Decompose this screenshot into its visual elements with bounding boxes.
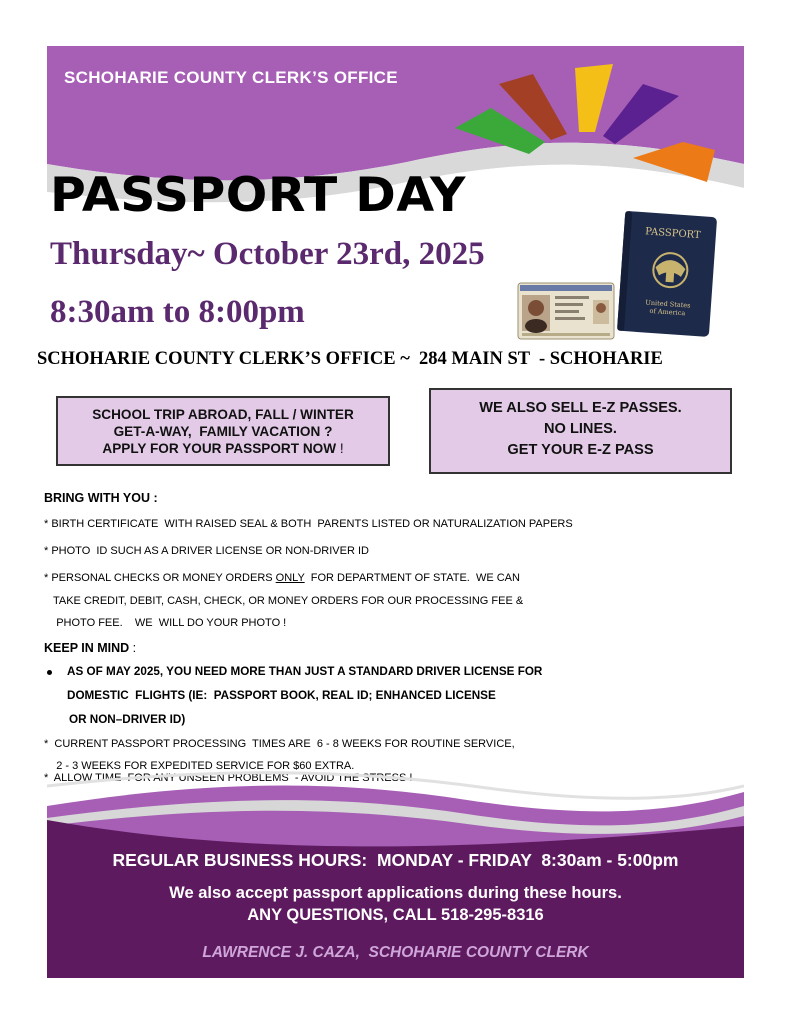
event-time: 8:30am to 8:00pm: [50, 294, 305, 330]
real-id-notice-line-2: DOMESTIC FLIGHTS (IE: PASSPORT BOOK, REAL ID; ENHANCED LICENSE: [67, 689, 496, 702]
svg-text:of America: of America: [649, 306, 686, 318]
real-id-notice-line-1: AS OF MAY 2025, YOU NEED MORE THAN JUST A STANDARD DRIVER LICENSE FOR: [67, 665, 543, 678]
keep-in-mind-colon: :: [129, 641, 137, 655]
payment-only-emphasis: ONLY: [275, 572, 305, 584]
bullet-icon: [47, 670, 52, 675]
bring-item-payment-line-3: PHOTO FEE. WE WILL DO YOUR PHOTO !: [44, 617, 287, 629]
travel-promo-line-2: GET-A-WAY, FAMILY VACATION ?: [113, 424, 333, 439]
keep-in-mind-heading: [44, 641, 136, 655]
payment-text-end: FOR DEPARTMENT OF STATE. WE CAN: [304, 572, 520, 584]
office-name-banner: SCHOHARIE COUNTY CLERK’S OFFICE: [64, 68, 398, 87]
applications-note: We also accept passport applications during these hours.: [169, 884, 622, 902]
ez-pass-promo-box: [429, 388, 732, 474]
id-card-icon: [517, 282, 615, 345]
business-hours: REGULAR BUSINESS HOURS: MONDAY - FRIDAY 8:30am - 5:00pm: [112, 850, 679, 870]
event-date: Thursday~ October 23rd, 2025: [50, 236, 485, 272]
payment-text-start: * PERSONAL CHECKS OR MONEY ORDERS: [44, 572, 276, 584]
bring-item-birth-certificate: * BIRTH CERTIFICATE WITH RAISED SEAL & BOTH PARENTS LISTED OR NATURALIZATION PAPERS: [44, 518, 573, 530]
travel-promo-line-3: [58, 440, 388, 457]
ez-pass-line-2: NO LINES.: [544, 421, 617, 437]
event-title: PASSPORT DAY: [50, 168, 466, 223]
svg-text:United States: United States: [645, 298, 691, 310]
ez-pass-line-3: GET YOUR E-Z PASS: [507, 442, 654, 458]
svg-text:PASSPORT: PASSPORT: [644, 226, 701, 242]
bring-item-payment: [44, 572, 520, 584]
apply-now-text: APPLY FOR YOUR PASSPORT NOW: [102, 441, 337, 456]
passport-book-icon: [615, 208, 721, 347]
travel-promo-box: [56, 396, 390, 466]
keep-in-mind-label: KEEP IN MIND: [44, 641, 130, 655]
processing-times-line-2: 2 - 3 WEEKS FOR EXPEDITED SERVICE FOR $60 EXTRA.: [44, 760, 355, 772]
county-clerk-name: LAWRENCE J. CAZA, SCHOHARIE COUNTY CLERK: [202, 944, 589, 961]
contact-phone: ANY QUESTIONS, CALL 518-295-8316: [247, 906, 544, 924]
ez-pass-line-1: WE ALSO SELL E-Z PASSES.: [479, 400, 682, 416]
office-address: SCHOHARIE COUNTY CLERK’S OFFICE ~ 284 MAIN ST - SCHOHARIE: [37, 349, 663, 369]
travel-promo-line-1: SCHOOL TRIP ABROAD, FALL / WINTER: [92, 407, 354, 422]
bring-item-photo-id: * PHOTO ID SUCH AS A DRIVER LICENSE OR NON-DRIVER ID: [44, 545, 369, 557]
allow-time-note: * ALLOW TIME FOR ANY UNSEEN PROBLEMS - AVOID THE STRESS !: [44, 772, 413, 784]
apply-now-exclaim: !: [336, 441, 344, 456]
real-id-notice-line-3: OR NON–DRIVER ID): [69, 713, 186, 726]
bring-heading: BRING WITH YOU :: [44, 491, 158, 505]
bring-item-payment-line-2: TAKE CREDIT, DEBIT, CASH, CHECK, OR MONEY ORDERS FOR OUR PROCESSING FEE &: [44, 595, 524, 607]
processing-times-line-1: * CURRENT PASSPORT PROCESSING TIMES ARE 6 - 8 WEEKS FOR ROUTINE SERVICE,: [44, 738, 515, 750]
